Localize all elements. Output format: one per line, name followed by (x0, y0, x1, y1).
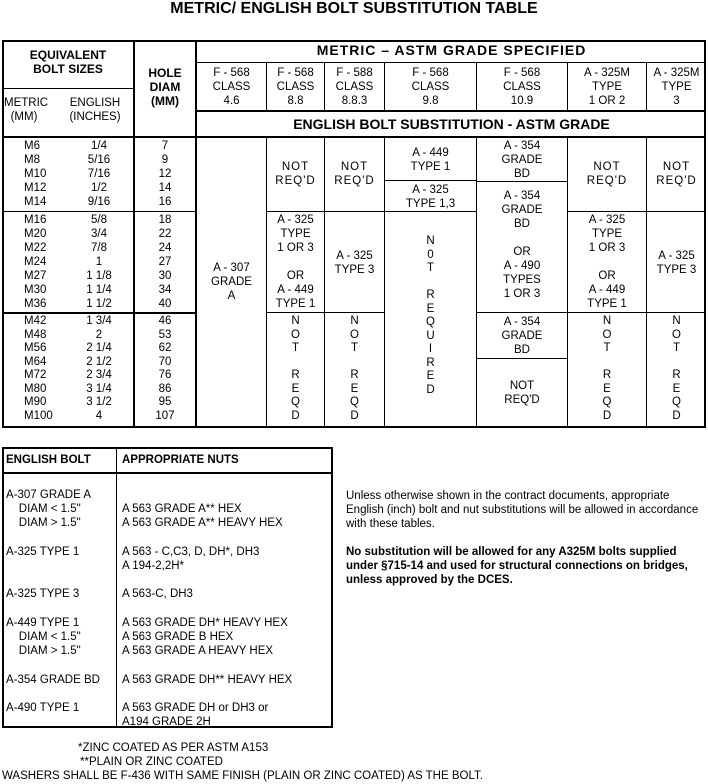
a325m-restriction-note: No substitution will be allowed for any A325M bolts supplied under §715-14 and used for structural connections on bridges, unless approved by the DCES. (346, 546, 688, 586)
not-reqd-cell: NOT REQ'D (586, 161, 628, 187)
footnote-zinc: *ZINC COATED AS PER ASTM A153 (78, 742, 269, 754)
grid-line (196, 62, 706, 63)
page-title: METRIC/ ENGLISH BOLT SUBSTITUTION TABLE (170, 0, 538, 17)
footnote-plain: **PLAIN OR ZINC COATED (80, 756, 223, 768)
grid-line (196, 110, 706, 112)
not-reqd-cell: NOT REQ'D (504, 380, 540, 406)
metric-sizes: M42 M48 M56 M64 M72 M80 M90 M100 (24, 315, 53, 422)
nut-list: A 563 GRADE A** HEX A 563 GRADE A** HEAVY HEX A 563 - C,C3, D, DH*, DH3 A 194-2,2H* A 563-C, DH3 A 563 GRADE DH* HEAVY HEX A 563 GRADE B HEX A 563 GRADE A HEAVY HEX A 563 GRADE DH** HEAVY HEX A 563 GRADE DH or DH3 or A194 GRADE 2H (122, 503, 293, 729)
a354-or-a490-cell: A - 354 GRADE BD OR A - 490 TYPES 1 OR 3 (501, 190, 543, 300)
hole-diameters: 18 22 24 27 30 34 40 (158, 214, 172, 310)
grade-header: F - 568 CLASS 10.9 (503, 67, 541, 107)
grid-line (2, 472, 333, 474)
grid-line (266, 211, 384, 212)
not-reqd-cell: N O T R E Q D (291, 315, 300, 422)
metric-grade-specified-header: METRIC – ASTM GRADE SPECIFIED (316, 42, 587, 58)
english-sizes: 1 3/4 2 2 1/4 2 1/2 2 3/4 3 1/4 3 1/2 4 (86, 315, 112, 422)
not-reqd-cell: N O T R E Q D (672, 315, 681, 422)
substitution-note: Unless otherwise shown in the contract documents, appropriate English (inch) bolt and nut substitutions will be allowed in accordance with these tables. (346, 490, 699, 530)
grid-line (567, 211, 706, 212)
metric-sizes: M16 M20 M22 M24 M27 M30 M36 (24, 214, 47, 310)
grid-line (2, 312, 196, 314)
english-column-header: ENGLISH (INCHES) (69, 97, 121, 123)
grid-line (476, 312, 706, 313)
english-sizes: 5/8 3/4 7/8 1 1 1/8 1 1/4 1 1/2 (86, 214, 112, 310)
not-required-cell: N 0 T R E Q U I R E D (426, 235, 435, 396)
not-reqd-cell: N O T R E Q D (602, 315, 612, 422)
not-reqd-cell: N O T R E Q D (350, 315, 359, 422)
grid-line (2, 136, 706, 138)
not-reqd-cell: NOT REQ'D (275, 161, 316, 187)
grid-line (116, 447, 117, 728)
a354-bd-cell: A - 354 GRADE BD (501, 140, 543, 180)
footnote-washers: WASHERS SHALL BE F-436 WITH SAME FINISH (PLAIN OR ZINC COATED) AS THE BOLT. (2, 770, 483, 782)
a325-or-a449-cell: A - 325 TYPE 1 OR 3 OR A - 449 TYPE 1 (587, 214, 627, 310)
metric-sizes: M6 M8 M10 M12 M14 (24, 140, 47, 208)
appropriate-nuts-header: APPROPRIATE NUTS (122, 454, 239, 466)
grade-header: A - 325M TYPE 1 OR 2 (583, 67, 631, 107)
hole-diameters: 46 53 62 70 76 86 95 107 (155, 315, 175, 422)
hole-diameter-header: HOLE DIAM (MM) (148, 66, 182, 108)
grid-line (2, 88, 134, 89)
grid-line (476, 181, 567, 182)
grade-header: F - 568 CLASS 4.6 (212, 67, 251, 107)
english-sizes: 1/4 5/16 7/16 1/2 9/16 (87, 140, 111, 208)
grid-line (384, 180, 476, 181)
grid-line (2, 211, 196, 212)
a307-cell: A - 307 GRADE A (211, 262, 252, 302)
grade-header: F - 568 CLASS 8.8 (276, 67, 315, 107)
a325-type3-cell: A - 325 TYPE 3 (656, 250, 697, 276)
bolt-list: A-307 GRADE A DIAM < 1.5" DIAM > 1.5" A-325 TYPE 1 A-325 TYPE 3 A-449 TYPE 1 DIAM < 1.5" DIAM > 1.5" A-354 GRADE BD A-490 TYPE 1 (6, 489, 100, 715)
metric-column-header: METRIC (MM) (4, 97, 49, 123)
not-reqd-cell: NOT REQ'D (334, 161, 375, 187)
grade-header: F - 568 CLASS 9.8 (411, 67, 450, 107)
a325-or-a449-cell: A - 325 TYPE 1 OR 3 OR A - 449 TYPE 1 (275, 214, 316, 310)
grid-line (384, 211, 476, 212)
grade-header: F - 588 CLASS 8.8.3 (335, 67, 374, 107)
grid-line (266, 312, 384, 313)
grade-header: A - 325M TYPE 3 (653, 67, 700, 107)
a325-type13-cell: A - 325 TYPE 1,3 (405, 184, 456, 210)
grid-line (476, 358, 567, 359)
a449-type1-cell: A - 449 TYPE 1 (410, 147, 451, 173)
not-reqd-cell: NOT REQ'D (656, 161, 697, 187)
english-substitution-header: ENGLISH BOLT SUBSTITUTION - ASTM GRADE (293, 116, 610, 132)
equivalent-bolt-sizes-header: EQUIVALENT BOLT SIZES (29, 48, 107, 76)
a354-bd-cell: A - 354 GRADE BD (501, 316, 543, 356)
a325-type3-cell: A - 325 TYPE 3 (334, 250, 375, 276)
hole-diameters: 7 9 12 14 16 (158, 140, 172, 208)
english-bolt-header: ENGLISH BOLT (6, 454, 91, 466)
